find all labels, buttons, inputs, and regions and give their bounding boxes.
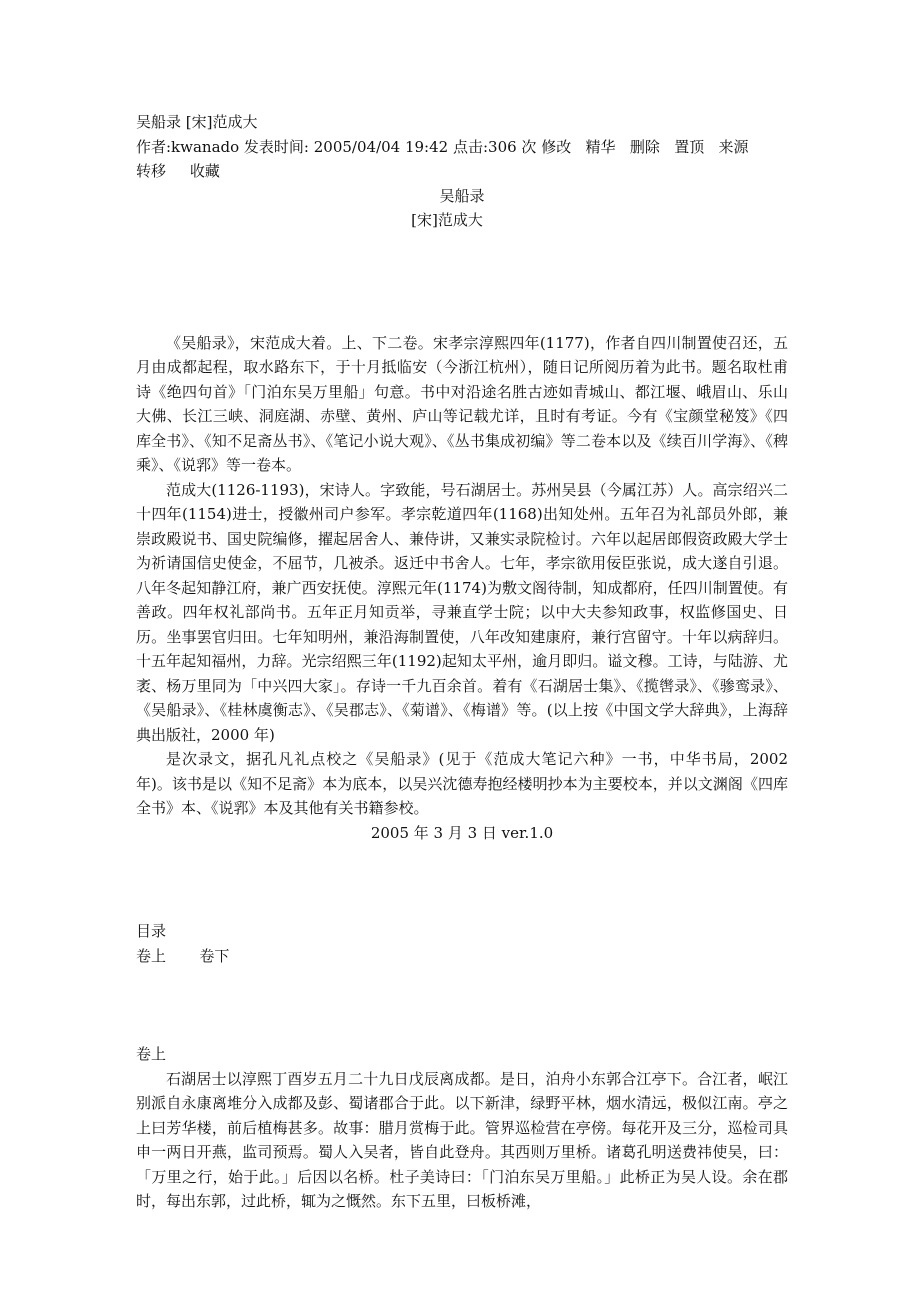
favorite-link[interactable]: 收藏	[189, 162, 220, 180]
edit-link[interactable]: 修改	[541, 137, 572, 156]
book-title: 吴船录	[439, 186, 485, 205]
intro-paragraph-2: 范成大(1126-1193)，宋诗人。字致能，号石湖居士。苏州吴县（今属江苏）人。高宗绍兴二十四年(1154)进士，授徽州司户参军。孝宗乾道四年(1168)出知处州。五年召为礼部员外郎，兼崇政殿说书、国史院编修，擢起居舍人、兼侍讲，又兼实录院检讨。六年以起居郎假资政殿大学士为祈请国信史使金，不屈节，几被杀。返迁中书舍人。七年，孝宗欲用佞臣张说，成大遂自引退。八年冬起知静江府，兼广西安抚使。淳熙元年(1174)为敷文阁待制，知成都府，任四川制置使。有善政。四年权礼部尚书。五年正月知贡举，寻兼直学士院；以中大夫参知政事，权监修国史、日历。坐事罢官归田。七年知明州，兼沿海制置使，八年改知建康府，兼行宫留守。十年以病辞归。十五年起知福州，力辞。光宗绍熙三年(1192)起知太平州，逾月即归。谥文穆。工诗，与陆游、尤袤、杨万里同为「中兴四大家」。存诗一千九百余首。着有《石湖居士集》、《揽辔录》、《骖鸾录》、《吴船录》、《桂林虞衡志》、《吴郡志》、《菊谱》、《梅谱》等。(以上按《中国文学大辞典》，上海辞典出版社，2000 年)	[136, 480, 788, 744]
pin-link[interactable]: 置顶	[674, 137, 705, 156]
toc-link-vol1[interactable]: 卷上	[136, 946, 167, 965]
book-author: [宋]范成大	[411, 211, 483, 229]
intro-paragraph-1: 《吴船录》，宋范成大着。上、下二卷。宋孝宗淳熙四年(1177)，作者自四川制置使召还，五月由成都起程，取水路东下，于十月抵临安（今浙江杭州），随日记所阅历着为此书。题名取杜甫诗《绝四句首》「门泊东吴万里船」句意。书中对沿途名胜古迹如青城山、都江堰、峨眉山、乐山大佛、长江三峡、洞庭湖、赤壁、黄州、庐山等记载尤详，且时有考证。今有《宝颜堂秘笈》《四库全书》、《知不足斋丛书》、《笔记小说大观》、《丛书集成初编》等二卷本以及《续百川学海》、《稗乘》、《说郛》等一卷本。	[136, 333, 788, 474]
post-meta-continued	[136, 159, 788, 184]
source-link[interactable]: 来源	[718, 137, 749, 156]
version-date: 2005 年 3 月 3 日 ver.1.0	[370, 823, 554, 842]
post-meta	[136, 135, 788, 160]
author-line: 作者:kwanado 发表时间: 2005/04/04 19:42 点击:306 次	[136, 137, 537, 156]
post-title: 吴船录 [宋]范成大	[136, 113, 258, 131]
chapter-paragraph-1: 石湖居士以淳熙丁酉岁五月二十九日戊辰离成都。是日，泊舟小东郭合江亭下。合江者，岷江别派自永康离堆分入成都及彭、蜀诸郡合于此。以下新津，绿野平林，烟水清远，极似江南。亭之上曰芳华楼，前后植梅甚多。故事：腊月赏梅于此。管界巡检营在亭傍。每花开及三分，巡检司具申一两日开燕，监司预焉。蜀人入吴者，皆自此登舟。其西则万里桥。诸葛孔明送费祎使吴，曰：「万里之行，始于此。」后因以名桥。杜子美诗曰：「门泊东吴万里船。」此桥正为吴人设。余在郡时，每出东郭，过此桥，辄为之慨然。东下五里，曰板桥滩，	[136, 1069, 788, 1210]
toc-link-vol2[interactable]: 卷下	[199, 946, 230, 965]
featured-link[interactable]: 精华	[585, 137, 616, 156]
toc-heading: 目录	[136, 922, 167, 940]
toc-list	[136, 944, 788, 969]
delete-link[interactable]: 删除	[629, 137, 660, 156]
intro-paragraph-3: 是次录文，据孔凡礼点校之《吴船录》(见于《范成大笔记六种》一书，中华书局，2002 年)。该书是以《知不足斋》本为底本，以吴兴沈德寿抱经楼明抄本为主要校本，并以文渊阁《四库全书》本、《说郛》本及其他有关书籍参校。	[136, 750, 788, 817]
document-page	[136, 110, 788, 1214]
chapter-heading: 卷上	[136, 1045, 167, 1063]
move-link[interactable]: 转移	[136, 162, 167, 180]
